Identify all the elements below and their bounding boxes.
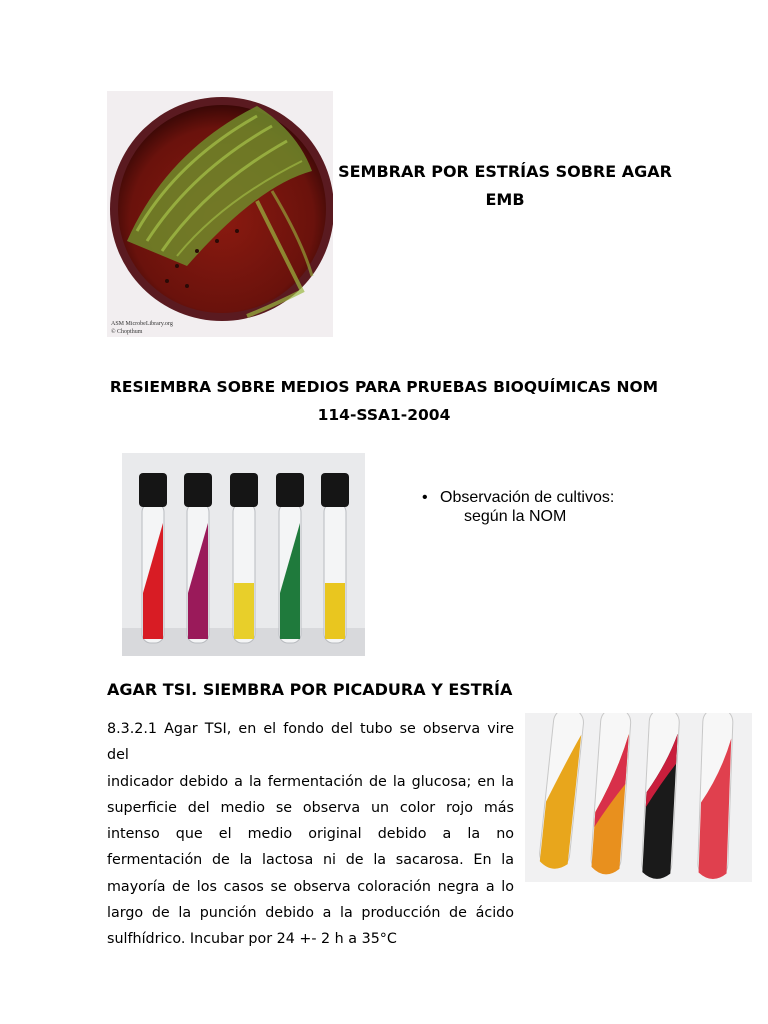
paragraph-line: 8.3.2.1 Agar TSI, en el fondo del tubo se observa vire del — [107, 721, 514, 764]
paragraph-line: largo de la punción debido a la producción de ácido — [107, 905, 514, 922]
test-tube — [184, 473, 212, 643]
test-tube — [230, 473, 258, 643]
paragraph-line: indicador debido a la fermentación de la glucosa; en la — [107, 773, 514, 790]
image-credit-line2: © Chopthum — [111, 329, 143, 335]
section3-title: AGAR TSI. SIEMBRA POR PICADURA Y ESTRÍA — [107, 680, 513, 699]
bullet-line1: Observación de cultivos: — [440, 489, 615, 506]
paragraph-line: fermentación de la lactosa ni de la sacarosa. En la — [107, 852, 514, 869]
section2-title-line2: 114-SSA1-2004 — [317, 406, 451, 424]
observation-bullet — [422, 488, 614, 526]
section1-title-line2: EMB — [485, 190, 525, 209]
biochemical-tubes-photo — [122, 453, 365, 656]
paragraph-line: superficie del medio se observa un color rojo más — [107, 799, 514, 816]
section1-title — [330, 158, 680, 214]
bullet-dot: • — [422, 489, 428, 506]
tsi-tubes-photo — [525, 713, 752, 882]
bullet-line2: según la NOM — [464, 508, 567, 525]
paragraph-line: intenso que el medio original debido a la no — [107, 826, 514, 843]
section2-title — [100, 373, 668, 429]
emb-agar-plate-photo — [107, 91, 333, 337]
test-tube — [321, 473, 349, 643]
section2-title-line1: RESIEMBRA SOBRE MEDIOS PARA PRUEBAS BIOQUÍMICAS NOM — [109, 378, 659, 396]
section1-title-line1: SEMBRAR POR ESTRÍAS SOBRE AGAR — [338, 162, 672, 181]
paragraph-line: mayoría de los casos se observa coloración negra a lo — [107, 878, 514, 895]
paragraph-line: sulfhídrico. Incubar por 24 +- 2 h a 35°C — [107, 931, 397, 948]
image-credit-line1: ASM MicrobeLibrary.org — [111, 321, 173, 327]
test-tube — [276, 473, 304, 643]
tsi-paragraph — [107, 716, 514, 953]
test-tube — [139, 473, 167, 643]
